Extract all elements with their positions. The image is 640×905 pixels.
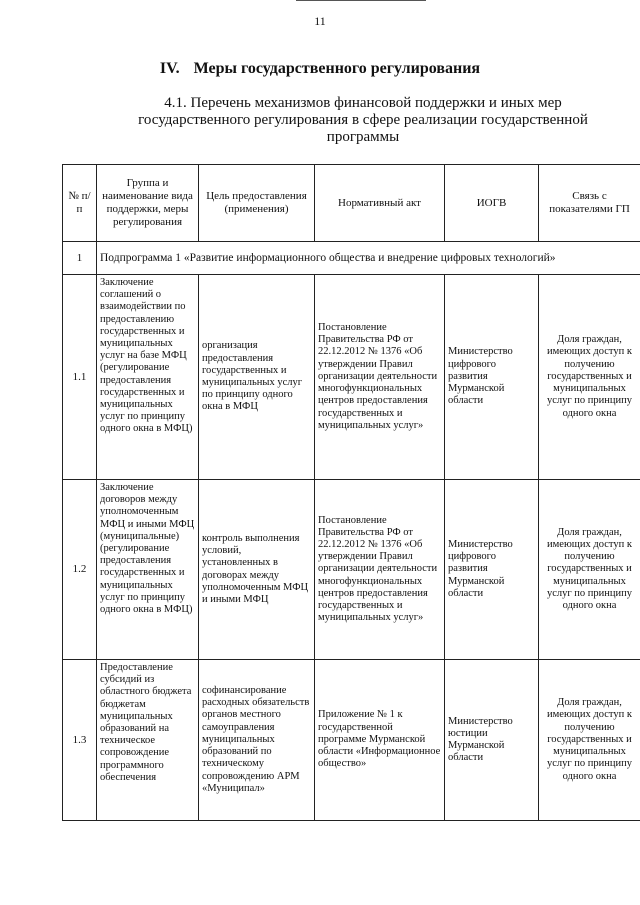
row-goal: организация предоставления государственных и муниципальных услуг по принципу одного окна в МФЦ	[199, 275, 315, 480]
row-act: Постановление Правительства РФ от 22.12.2012 № 1376 «Об утверждении Правил организации деятельности многофункциональных центров предоставления государственных и муниципальных услуг»	[315, 275, 445, 480]
row-act: Приложение № 1 к государственной программе Мурманской области «Информационное общество»	[315, 660, 445, 821]
row-iogv: Министерство цифрового развития Мурманской области	[445, 275, 539, 480]
subprogram-title: Подпрограмма 1 «Развитие информационного общества и внедрение цифровых технологий»	[97, 242, 640, 275]
section-heading	[0, 60, 640, 78]
row-group: Заключение договоров между уполномоченным МФЦ и иными МФЦ (муниципальные) (регулирование предоставления государственных и муниципальных услуг по принципу одного окна в МФЦ)	[97, 480, 199, 660]
section-roman-numeral: IV.	[159, 60, 180, 77]
row-link: Доля граждан, имеющих доступ к получению государственных и муниципальных услуг по принципу одного окна	[539, 660, 640, 821]
header-goal: Цель предоставления (применения)	[199, 165, 315, 242]
header-act: Нормативный акт	[315, 165, 445, 242]
row-num: 1.3	[63, 660, 97, 821]
row-iogv: Министерство цифрового развития Мурманской области	[445, 480, 539, 660]
row-group: Заключение соглашений о взаимодействии по предоставлению государственных и муниципальных услуг на базе МФЦ (регулирование предоставления государственных и муниципальных услуг по принципу одного окна в МФЦ)	[97, 275, 199, 480]
table-row	[63, 275, 640, 480]
row-group: Предоставление субсидий из областного бюджета бюджетам муниципальных образований на техническое сопровождение программного обеспечения	[97, 660, 199, 821]
row-goal: контроль выполнения условий, установленных в договорах между уполномоченным МФЦ и иными МФЦ	[199, 480, 315, 660]
header-num: № п/п	[63, 165, 97, 242]
header-group: Группа и наименование вида поддержки, меры регулирования	[97, 165, 199, 242]
row-num: 1.2	[63, 480, 97, 660]
subsection-title: 4.1. Перечень механизмов финансовой поддержки и иных мер государственного регулирования в сфере реализации государственной программы	[138, 95, 588, 145]
row-goal: софинансирование расходных обязательств органов местного самоуправления муниципальных образований по техническому сопровождению АРМ «Муниципал»	[199, 660, 315, 821]
header-link: Связь с показателями ГП	[539, 165, 640, 242]
subprogram-row	[63, 242, 640, 275]
table-row	[63, 480, 640, 660]
header-iogv: ИОГВ	[445, 165, 539, 242]
top-rule	[296, 0, 426, 1]
measures-table	[62, 164, 640, 821]
page-number: 11	[314, 14, 326, 28]
section-title: Меры государственного регулирования	[193, 60, 481, 77]
row-iogv: Министерство юстиции Мурманской области	[445, 660, 539, 821]
table-row	[63, 660, 640, 821]
subprogram-num: 1	[63, 242, 97, 275]
row-num: 1.1	[63, 275, 97, 480]
row-link: Доля граждан, имеющих доступ к получению государственных и муниципальных услуг по принципу одного окна	[539, 275, 640, 480]
row-link: Доля граждан, имеющих доступ к получению государственных и муниципальных услуг по принципу одного окна	[539, 480, 640, 660]
row-act: Постановление Правительства РФ от 22.12.2012 № 1376 «Об утверждении Правил организации деятельности многофункциональных центров предоставления государственных и муниципальных услуг»	[315, 480, 445, 660]
table-header-row	[63, 165, 640, 242]
